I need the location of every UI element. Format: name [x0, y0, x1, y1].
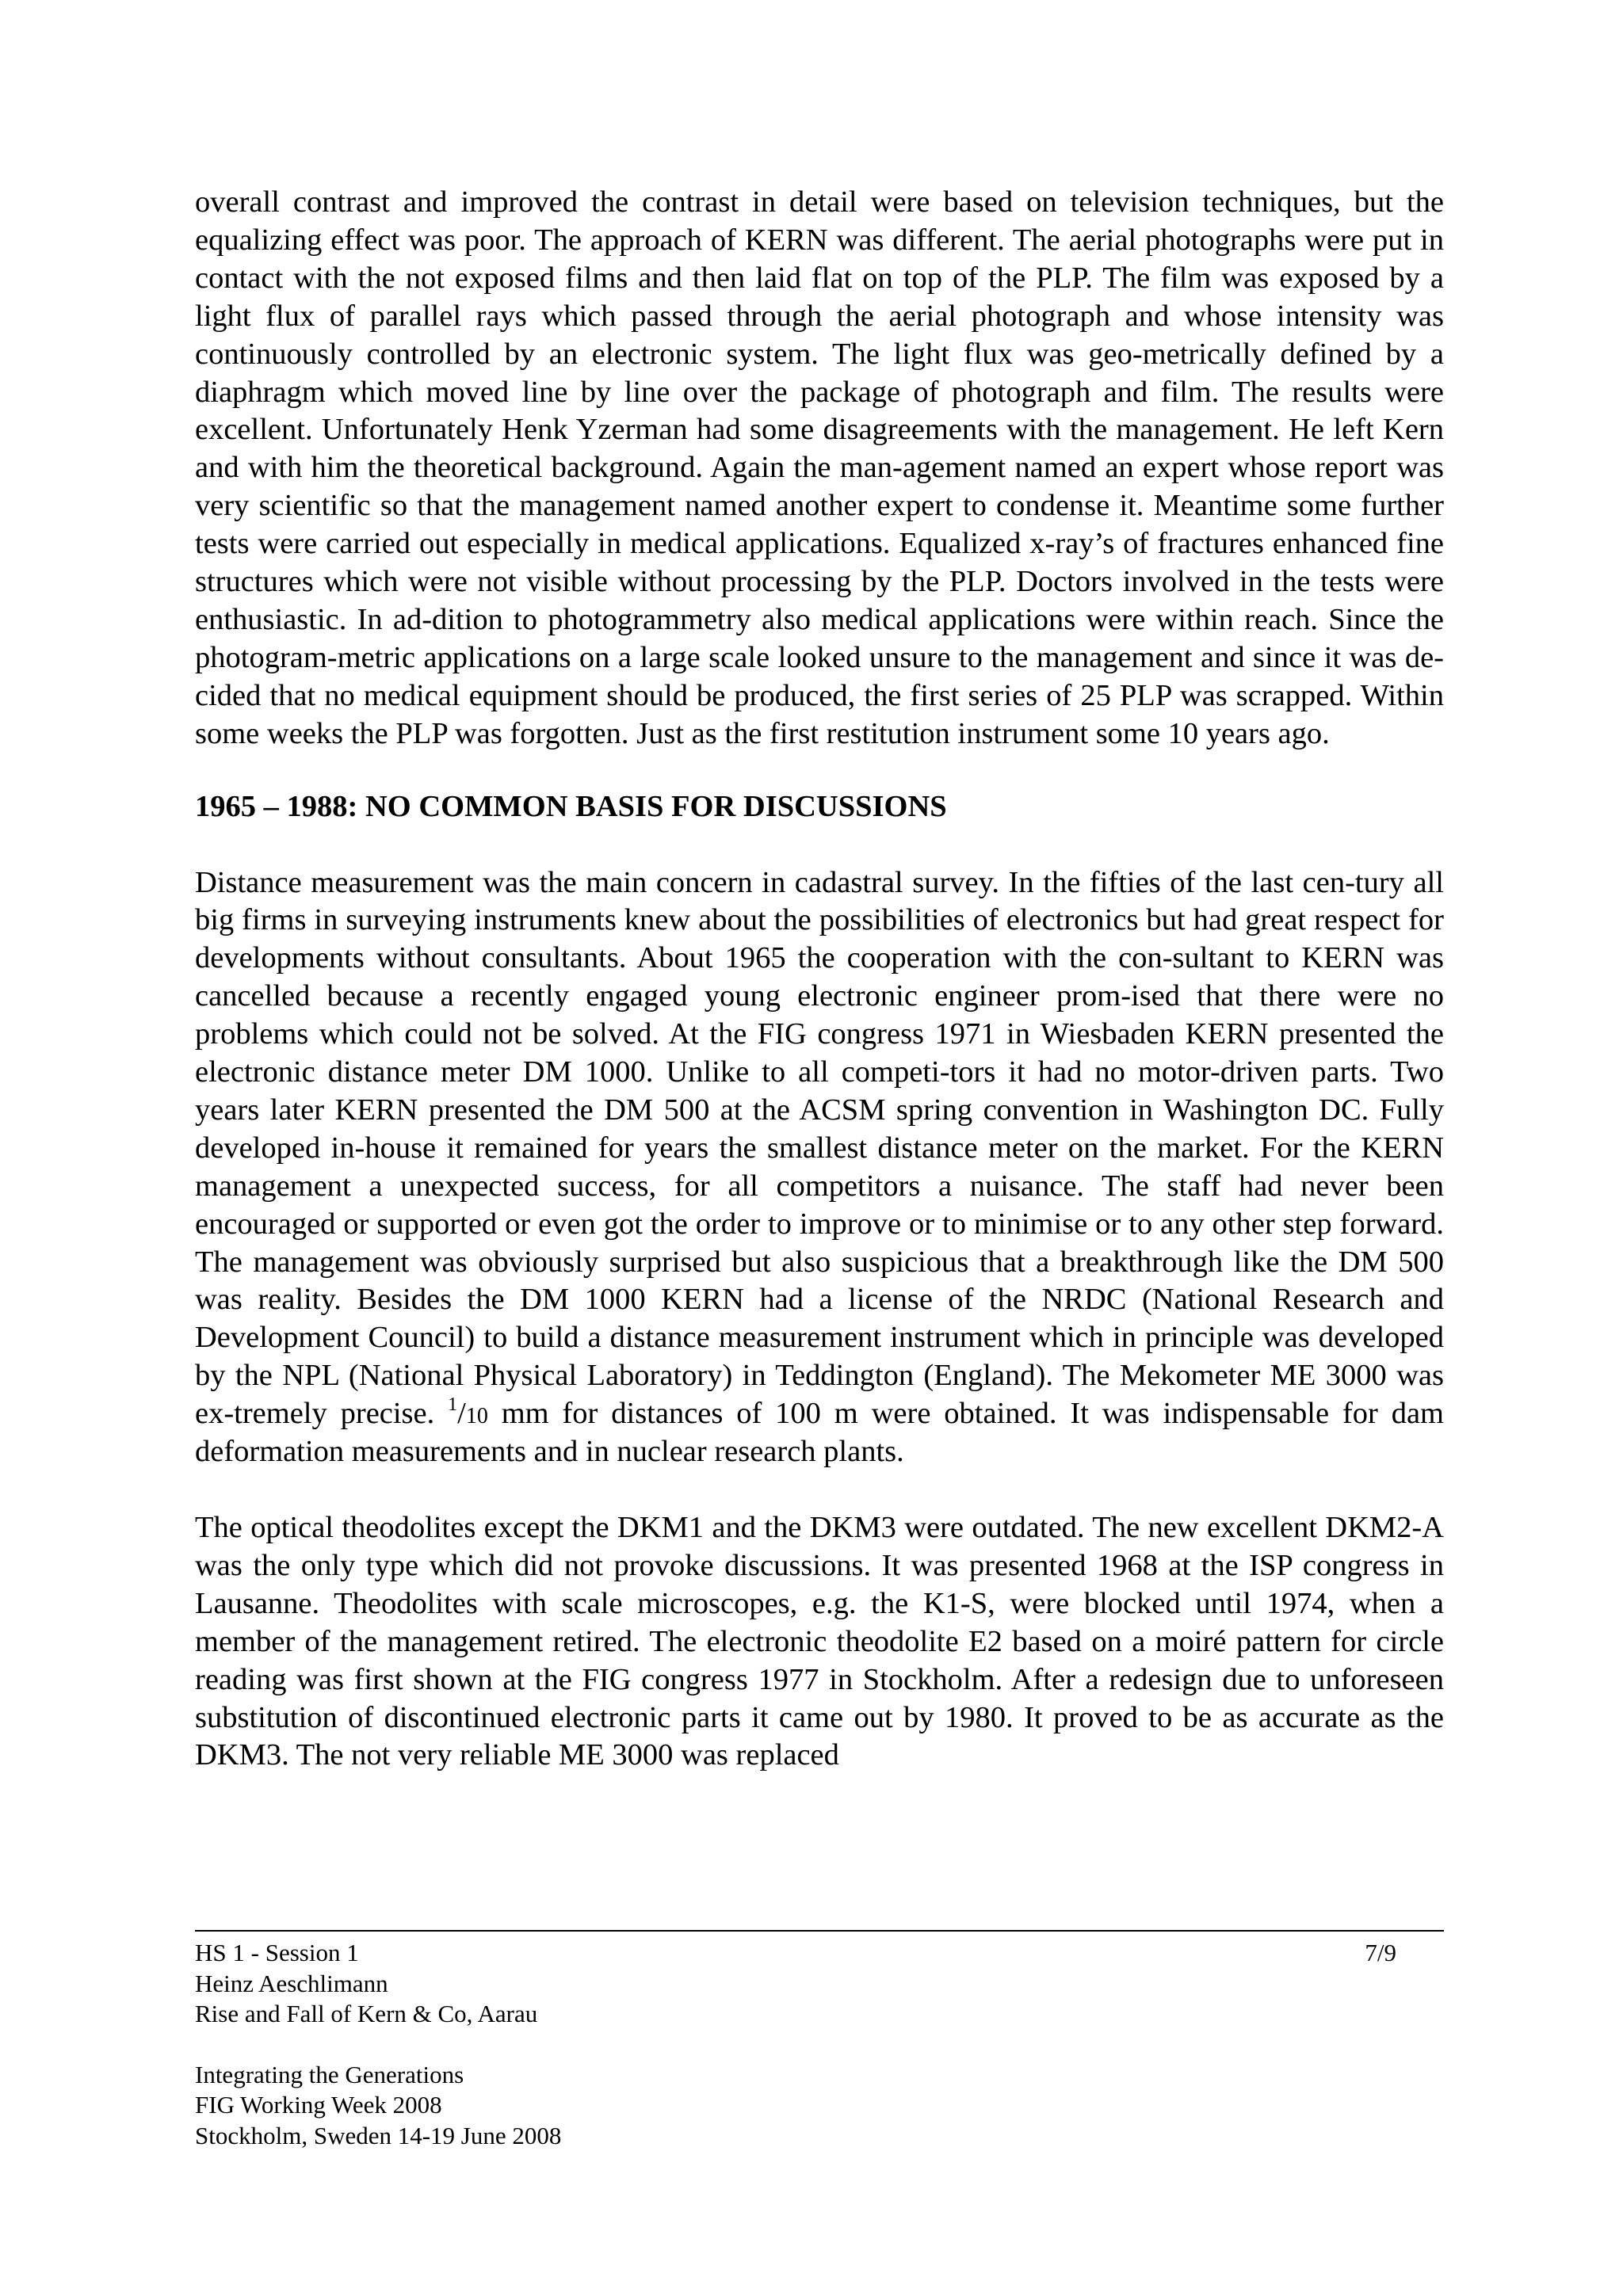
paragraph-gap	[195, 1471, 1444, 1509]
paragraph-3: The optical theodolites except the DKM1 and the DKM3 were outdated. The new excellent DKM2-A was the only type which did not provoke discussions. It was presented 1968 at the ISP congress in Lausanne. Theodolites with scale microscopes, e.g. the K1-S, were blocked until 1974, when a member of the management retired. The electronic theodolite E2 based on a moiré pattern for circle reading was first shown at the FIG congress 1977 in Stockholm. After a redesign due to unforeseen substitution of discontinued electronic parts it came out by 1980. It proved to be as accurate as the DKM3. The not very reliable ME 3000 was replaced	[195, 1511, 1444, 1772]
paragraph-1: overall contrast and improved the contrast in detail were based on television techniques, but the equalizing effect was poor. The approach of KERN was different. The aerial photographs were put in contact with the not exposed films and then laid flat on top of the PLP. The film was exposed by a light flux of parallel rays which passed through the aerial photograph and whose intensity was continuously controlled by an electronic system. The light flux was geo-metrically defined by a diaphragm which moved line by line over the package of photograph and film. The results were excellent. Unfortunately Henk Yzerman had some disagreements with the management. He left Kern and with him the theoretical background. Again the man-agement named an expert whose report was very scientific so that the management named another expert to condense it. Meantime some further tests were carried out especially in medical applications. Equalized x-ray’s of fractures enhanced fine structures which were not visible without processing by the PLP. Doctors involved in the tests were enthusiastic. In ad-dition to photogrammetry also medical applications were within reach. Since the photogram-metric applications on a large scale looked unsure to the management and since it was de-cided that no medical equipment should be produced, the first series of 25 PLP was scrapped. Within some weeks the PLP was forgotten. Just as the first restitution instrument some 10 years ago.	[195, 185, 1444, 750]
paragraph-2-text: Distance measurement was the main concern in cadastral survey. In the fifties of the last cen-tury all big firms in surveying instruments knew about the possibilities of electronics but had great respect for developments without consultants. About 1965 the cooperation with the con-sultant to KERN was cancelled because a recently engaged young electronic engineer prom-ised that there were no problems which could not be solved. At the FIG congress 1971 in Wiesbaden KERN presented the electronic distance meter DM 1000. Unlike to all competi-tors it had no motor-driven parts. Two years later KERN presented the DM 500 at the ACSM spring convention in Washington DC. Fully developed in-house it remained for years the smallest distance meter on the market. For the KERN management a unexpected success, for all competitors a nuisance. The staff had never been encouraged or supported or even got the order to improve or to minimise or to any other step forward. The management was obviously surprised but also suspicious that a breakthrough like the DM 500 was reality. Besides the DM 1000 KERN had a license of the NRDC (National Research and Development Council) to build a distance measurement instrument which in principle was developed by the NPL (National Physical Laboratory) in Teddington (England). The Mekometer ME 3000 was ex-tremely precise.	[195, 865, 1444, 1431]
footer-event-theme: Integrating the Generations	[195, 2060, 464, 2088]
footer-gap	[195, 2030, 1444, 2060]
paragraph-2	[195, 864, 1444, 1472]
section-heading: 1965 – 1988: NO COMMON BASIS FOR DISCUSSIONS	[195, 789, 947, 823]
fraction-numerator: 1	[448, 1394, 458, 1416]
paragraph-2-end: mm for distances of 100 m were obtained. It was indispensable for dam deformation measurements and in nuclear research plants.	[195, 1397, 1444, 1469]
body-text	[195, 184, 1444, 1775]
footer-rule	[195, 1930, 1444, 1932]
fraction-denominator: 10	[465, 1404, 488, 1429]
fraction-slash: /	[457, 1397, 466, 1431]
footer-paper-title: Rise and Fall of Kern & Co, Aarau	[195, 2000, 538, 2027]
page-number: 7/9	[1365, 1939, 1396, 1966]
page-footer	[195, 1938, 1444, 2151]
footer-event-place: Stockholm, Sweden 14-19 June 2008	[195, 2121, 562, 2149]
footer-author: Heinz Aeschlimann	[195, 1969, 388, 1997]
footer-session: HS 1 - Session 1	[195, 1939, 359, 1966]
footer-event-name: FIG Working Week 2008	[195, 2091, 442, 2119]
